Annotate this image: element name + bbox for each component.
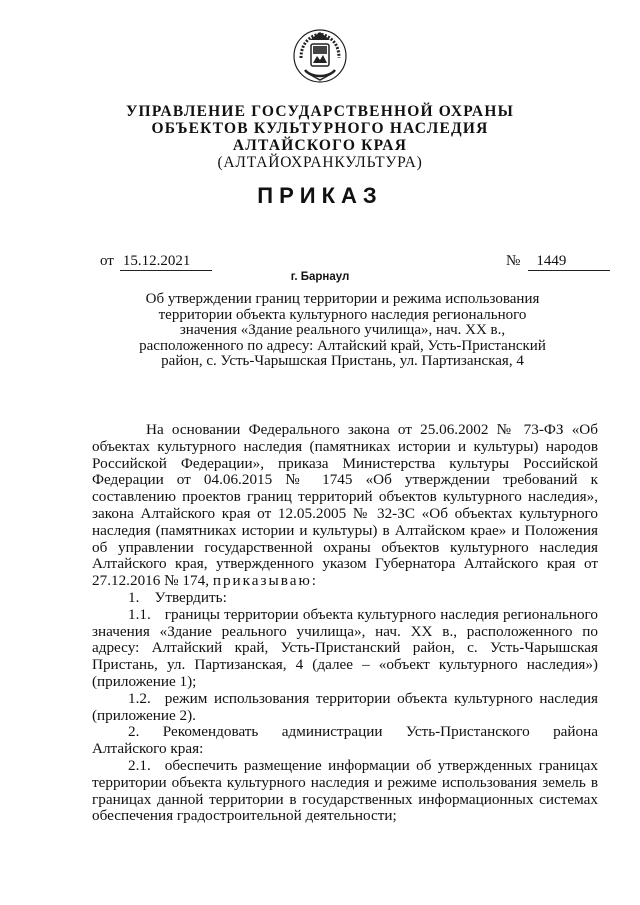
clause-1-1-text: границы территории объекта культурного наследия регионального значения «Здание реального училища», нач. XX в., расположенного по адресу: Алтайский край, Усть-Пристанский район, с. Усть-Чарышская Пристань, ул. Партизанская, 4 (далее – «объект культурного наследия») (приложение 1);	[92, 605, 598, 690]
number-value: 1449	[528, 253, 610, 271]
order-word: приказываю:	[212, 572, 319, 590]
agency-line-1: УПРАВЛЕНИЕ ГОСУДАРСТВЕННОЙ ОХРАНЫ	[125, 103, 514, 120]
order-body	[92, 422, 598, 825]
subject-line: расположенного по адресу: Алтайский край, Усть-Пристанский	[139, 337, 546, 354]
coat-of-arms-icon	[291, 26, 349, 84]
subject-line: значения «Здание реального училища», нач. XX в.,	[179, 322, 506, 338]
document-title: ПРИКАЗ	[257, 183, 383, 208]
clause-2: 2. Рекомендовать администрации Усть-Пристанского района Алтайского края:	[92, 723, 598, 758]
preamble-text: На основании Федерального закона от 25.06.2002 № 73-ФЗ «Об объектах культурного наследия (памятниках истории и культуры) народов Российской Федерации», приказа Министерства культуры Российской Федерации от 04.06.2015 № 1745 «Об утверждении требований к составлению проектов границ территорий объектов культурного наследия», закона Алтайского края от 12.05.2005 № 32-ЗС «Об объектах культурного наследия (памятниках истории и культуры) в Алтайском крае» и Положения об управлении государственной охраны объектов культурного наследия Алтайского края, утвержденного указом Губернатора Алтайского края от 27.12.2016 № 174,	[92, 421, 598, 590]
subject-line: район, с. Усть-Чарышская Пристань, ул. Партизанская, 4	[161, 353, 524, 369]
agency-line-3: АЛТАЙСКОГО КРАЯ	[232, 137, 408, 154]
date-prefix: от	[100, 253, 114, 269]
clause-1-1-number: 1.1.	[128, 605, 151, 623]
clause-2-1-number: 2.1.	[128, 756, 151, 774]
clause-1-2-text: режим использования территории объекта культурного наследия (приложение 2).	[92, 689, 598, 724]
number-prefix: №	[506, 253, 521, 269]
clause-2-1-text: обеспечить размещение информации об утвержденных границах территории объекта культурного наследия и режиме использования земель в границах данной территории в государственных информационных системах обеспечения градостроительной деятельности;	[92, 756, 598, 825]
date-value: 15.12.2021	[120, 253, 212, 271]
clause-1: 1. Утвердить:	[128, 588, 227, 606]
agency-name	[0, 103, 640, 171]
order-date	[100, 253, 212, 271]
clause-1-2	[92, 691, 598, 725]
preamble-paragraph	[92, 422, 598, 590]
order-number	[506, 253, 610, 271]
city-name: г. Барнаул	[290, 271, 350, 283]
agency-short-name: (АЛТАЙОХРАНКУЛЬТУРА)	[217, 154, 423, 171]
clause-1-1	[92, 607, 598, 691]
clause-2-1	[92, 758, 598, 825]
order-subject	[120, 292, 565, 370]
agency-line-2: ОБЪЕКТОВ КУЛЬТУРНОГО НАСЛЕДИЯ	[151, 120, 489, 137]
clause-1-2-number: 1.2.	[128, 689, 151, 707]
subject-line: Об утверждении границ территории и режима использования	[145, 291, 540, 307]
subject-line: территории объекта культурного наследия регионального	[158, 306, 527, 323]
